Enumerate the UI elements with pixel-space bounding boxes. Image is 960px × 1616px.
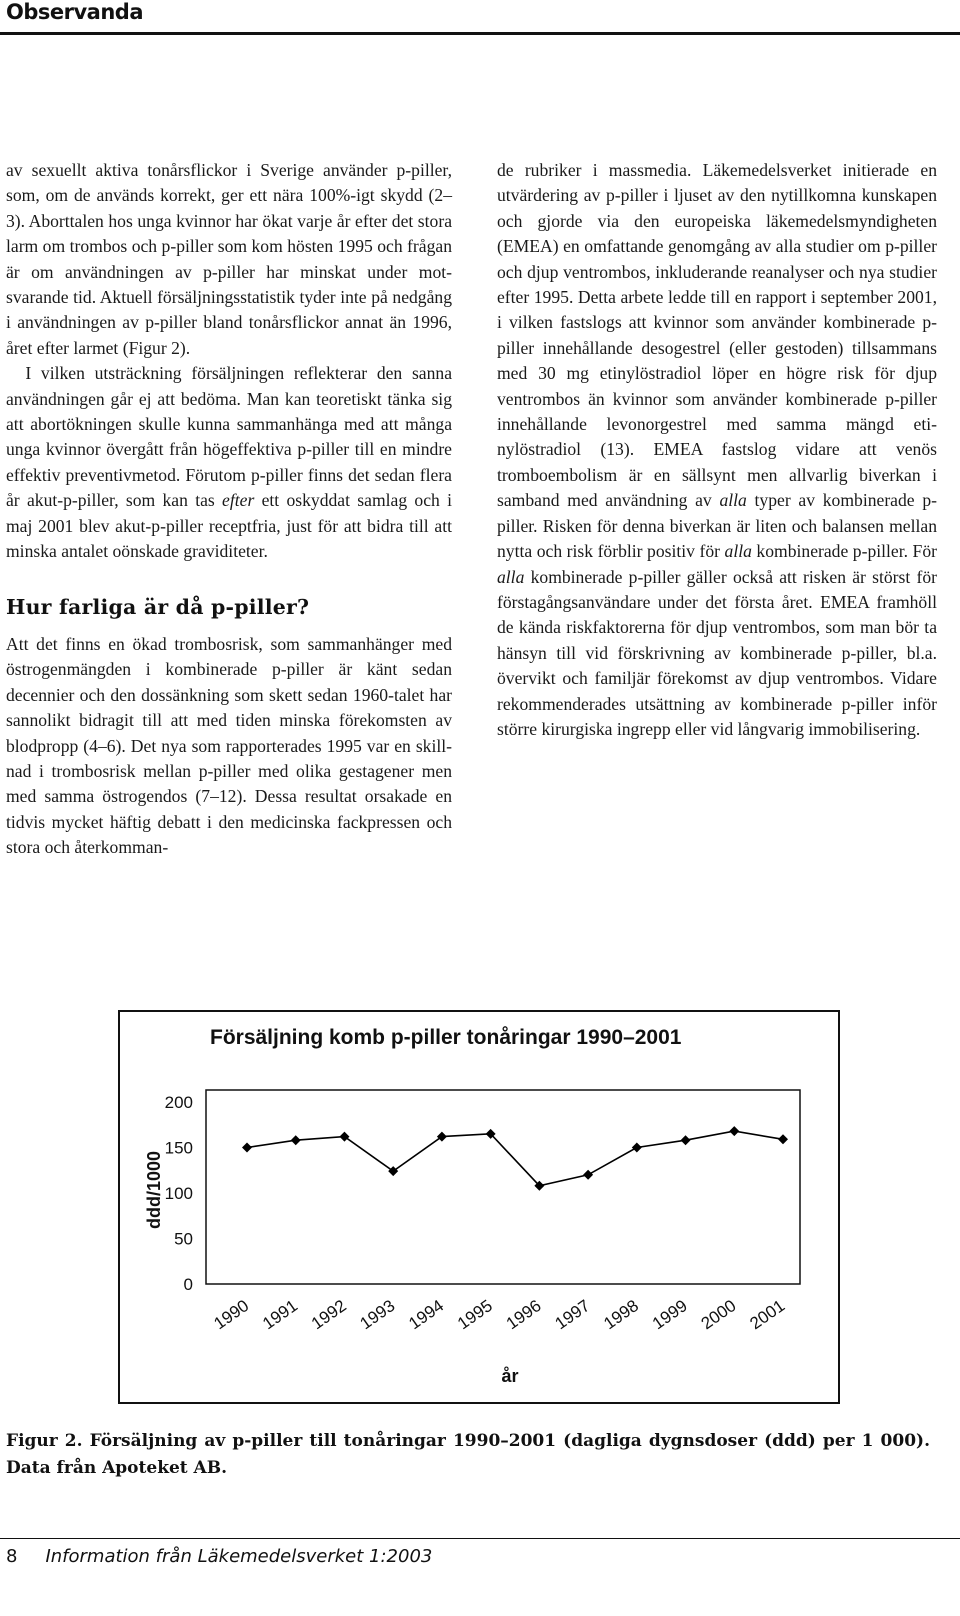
x-tick-label: 1995	[454, 1296, 496, 1334]
chart-title: Försäljning komb p-piller tonåringar 1990–2001	[210, 1026, 682, 1049]
x-tick-label: 1990	[210, 1296, 253, 1334]
section-title: Observanda	[6, 0, 143, 24]
emphasis-alla-1: alla	[719, 490, 747, 511]
header-rule	[0, 32, 960, 35]
y-tick-label: 200	[164, 1093, 193, 1112]
y-tick-label: 150	[164, 1138, 193, 1158]
left-paragraph-2-end: ett oskyddat samlag och i maj 2001 blev akut-p-piller receptfria, just för att bidra till att minska antalet oönskade graviditeter.	[6, 490, 452, 562]
x-tick-label: 2001	[746, 1296, 789, 1334]
x-tick-label: 1994	[405, 1296, 448, 1334]
x-tick-label: 1993	[356, 1296, 399, 1334]
y-tick-label: 50	[174, 1229, 193, 1249]
y-tick-labels	[165, 1093, 193, 1294]
sales-line-chart	[120, 1012, 838, 1402]
x-axis-label: år	[501, 1366, 519, 1386]
emphasis-alla-3: alla	[497, 566, 525, 587]
footer-rule	[0, 1538, 960, 1539]
x-tick-label: 1991	[259, 1296, 302, 1334]
left-paragraph-1: av sexuellt aktiva tonårsflickor i Sverige använder p-piller, som, om de används korrekt, ger ett nära 100%-igt skydd (2–3). Aborttalen hos unga kvinnor har ökat varje år efter det stora larm om trombos och p-piller som kom hösten 1995 och frågan är om användningen av p-piller har minskat under motsvarande tid. Aktuell försäljningsstatistik tyder inte på nedgång i användningen av p-piller bland tonårsflickor annat än 1996, året efter larmet (Figur 2).	[6, 160, 452, 358]
right-text-2: typer av kombinerade p-piller. Risken för denna biverkan är liten och balansen mellan nytta och risk förblir positiv för	[497, 490, 937, 562]
left-column	[6, 158, 452, 861]
right-text-3: kombinerade p-piller. För	[751, 541, 937, 562]
y-tick-label: 0	[183, 1275, 193, 1294]
right-text-4: kombinerade p-piller gäller också att risken är störst för förstagångsanvändare under det första året. EMEA framhöll de kända riskfaktorerna för djup ventrombos, som man bör ta hänsyn till vid förskrivning av kombinerade p-piller, bl.a. övervikt och familjär förekomst av djup ventrombos. Vidare rekommenderades utsättning av kombinerade p-piller inför större kirurgiska ingrepp eller vid långvarig immobilisering.	[497, 566, 937, 739]
y-axis-label: ddd/1000	[144, 1150, 164, 1230]
section-heading: Hur farliga är då p-piller?	[6, 594, 310, 619]
x-tick-label: 1999	[648, 1296, 691, 1334]
y-tick-label: 100	[164, 1184, 193, 1203]
x-tick-label: 2000	[697, 1296, 740, 1334]
footer	[6, 1546, 432, 1567]
x-tick-label: 1992	[307, 1296, 350, 1334]
plot-area	[206, 1090, 800, 1284]
right-column	[497, 158, 937, 742]
x-tick-label: 1998	[600, 1296, 643, 1334]
x-tick-label: 1997	[551, 1296, 594, 1334]
left-paragraph-2-start: I vilken utsträckning försäljningen reflekterar den sanna användningen går ej att bedöma. Man kan teoretiskt tänka sig att abortökningen skulle kunna sammanhänga med att många unga kvinnor övergått från högeffektiva p-piller till en mindre effektiv preventivmetod. Förutom p-piller finns det sedan flera år akut-p-piller, som kan tas	[6, 363, 452, 511]
left-paragraph-2	[6, 361, 452, 564]
x-tick-labels	[210, 1296, 788, 1333]
publication-name: Information från Läkemedelsverket 1:2003	[45, 1546, 433, 1567]
chart-frame	[118, 1010, 840, 1404]
emphasis-efter: efter	[222, 490, 255, 511]
x-tick-label: 1996	[502, 1296, 545, 1334]
page-number: 8	[6, 1546, 18, 1567]
figure-caption: Figur 2. Försäljning av p-piller till tonåringar 1990–2001 (dagliga dygnsdoser (ddd) per 1 000). Data från Apoteket AB.	[6, 1431, 930, 1478]
right-text-1: de rubriker i massmedia. Läkemedelsverket initierade en utvärdering av p-piller i ljuset av den nytillkomna kunskapen och gjorde via den europeiska läkemedelsmyndigheten (EMEA) en omfattande genomgång av alla studier om p-piller och djup ventrombos, inkluderande reanalyser och nya studier efter 1995. Detta arbete ledde till en rapport i september 2001, i vilken fastslogs att kvinnor som använder kombinerade p-piller innehållande desogestrel (eller gestoden) tillsammans med 30 mg etinylöstradiol löper en högre risk för djup ventrombos än kvinnor som använder kombinerade p-piller innehållande levonorgestrel med samma mängd etinylöstradiol (13). EMEA fastslog vidare att venös tromboembolism är en sällsynt men allvarlig biverkan i samband med användning av	[497, 160, 937, 511]
emphasis-alla-2: alla	[724, 541, 752, 562]
right-paragraph	[497, 158, 937, 742]
left-paragraph-3: Att det finns en ökad trombosrisk, som sammanhänger med östrogenmängden i kombinerade p-piller är känt sedan decennier och den dossänkning som skett sedan 1960-talet har sannolikt bidragit till att med tiden minska förekomsten av blodpropp (4–6). Det nya som rapporterades 1995 var en skillnad i trombosrisk mellan p-piller med olika gestagener men med samma östrogendos (7–12). Dessa resultat orsakade en tidvis mycket häftig debatt i den medicinska fackpressen och stora och återkomman-	[6, 633, 452, 858]
